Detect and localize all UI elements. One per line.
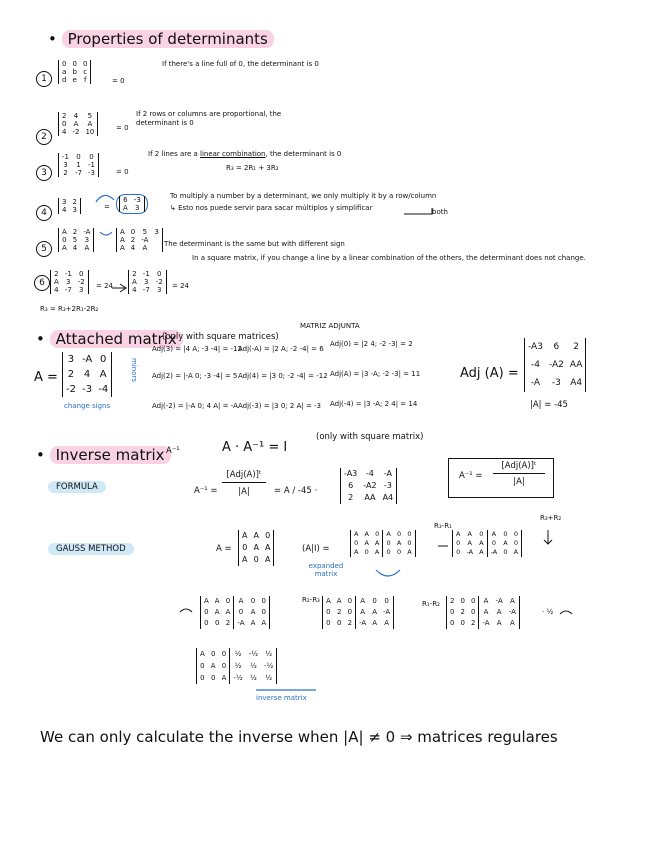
matrix-cell: 0 <box>384 597 389 605</box>
section-bullet: • Properties of determinants <box>48 30 274 48</box>
formula-den: |A| <box>238 487 250 497</box>
matrix-cell: A <box>479 596 493 607</box>
matrix-cell: A <box>99 369 107 380</box>
matrix-cell: A <box>503 539 508 547</box>
matrix-cell: 2 <box>348 493 354 502</box>
matrix-cell: 0 <box>79 270 84 278</box>
matrix-cell: 2 <box>450 597 455 605</box>
matrix-cell: A <box>120 244 125 252</box>
matrix-cell: -A <box>81 354 93 365</box>
item-number: 4 <box>36 205 52 221</box>
matrix-cell: 0 <box>204 619 209 627</box>
matrix-cell: A <box>210 662 216 670</box>
note-2: If 2 rows or columns are proportional, the determinant is 0 <box>136 110 282 127</box>
matrix-cell: 0 <box>456 539 461 547</box>
matrix-cell: 0 <box>347 608 353 616</box>
matrix-cell: 0 <box>375 530 380 538</box>
matrix-cell: 0 <box>200 674 205 682</box>
matrix-cell: 0 <box>250 597 256 605</box>
matrix-cell: 0 <box>513 530 518 538</box>
matrix-cell: 2 <box>62 112 67 120</box>
swap-arrow-5 <box>100 232 112 235</box>
matrix-cell: 0 <box>62 60 67 68</box>
matrix-cell: -2 <box>66 384 76 395</box>
matrix-cell: A <box>374 548 380 556</box>
matrix-cell: -A2 <box>363 481 377 490</box>
matrix-cell: 0 <box>383 548 394 557</box>
step-5: · ½ <box>542 608 554 616</box>
matrix-cell: -A <box>383 608 391 616</box>
matrix-cell: -A <box>508 608 516 616</box>
matrix-cell: A <box>456 530 461 538</box>
cofactor-7: Adj(-2) = |-A 0; 4 A| = -A <box>152 402 238 410</box>
matrix-cell: 0 <box>221 650 227 658</box>
matrix-cell: A <box>84 244 90 252</box>
arrow-down-2 <box>544 530 552 544</box>
matrix-cell: -A <box>383 469 392 478</box>
cofactor-3: Adj(0) = |2 4; -2 -3| = 2 <box>330 340 413 348</box>
matrix-cell: A <box>87 120 93 128</box>
matrix-cell: A4 <box>382 493 394 502</box>
matrix-cell: 0 <box>383 539 394 548</box>
matrix-cell: A <box>384 619 390 627</box>
matrix-cell: -2 <box>72 128 80 136</box>
matrix-cell: A <box>407 548 412 556</box>
formula-num: [Adj(A)]ᵗ <box>222 470 266 483</box>
matrix-cell: 0 <box>221 662 227 670</box>
matrix-cell: ½ <box>249 674 257 682</box>
matrix-cell: 0 <box>326 619 331 627</box>
matrix-cell: 0 <box>72 60 77 68</box>
matrix-cell: A <box>123 204 128 212</box>
a-label: A = <box>34 370 58 385</box>
matrix-cell: A <box>132 278 137 286</box>
matrix-cell: 3 <box>144 278 149 286</box>
matrix-cell: -3 <box>383 481 392 490</box>
matrix-cell: A <box>383 530 394 539</box>
matrix-cell: A <box>374 539 380 547</box>
cofactor-9: Adj(-4) = |3 -A; 2 4| = 14 <box>330 400 418 408</box>
matrix-cell: A4 <box>570 378 583 388</box>
matrix-cell: 10 <box>85 128 95 136</box>
matrix-cell: 0 <box>242 543 248 552</box>
matrix-cell: 2 <box>54 270 59 278</box>
matrix-cell: -A <box>466 548 474 556</box>
matrix-cell: A <box>73 120 79 128</box>
matrix-cell: 0 <box>326 608 331 616</box>
formula-3: R₃ = 2R₁ + 3R₂ <box>226 164 279 172</box>
matrix-cell: A <box>336 597 342 605</box>
matrix-cell: -A <box>479 618 493 629</box>
matrix-cell: 0 <box>479 530 484 538</box>
matrix-cell: -A2 <box>548 360 564 370</box>
matrix-cell: A <box>214 608 220 616</box>
cofactor-8: Adj(-3) = |3 0; 2 A| = -3 <box>238 402 322 410</box>
matrix-cell: 2 <box>470 619 476 627</box>
matrix-cell: 6 <box>553 342 560 352</box>
matrix-cell: A <box>250 619 256 627</box>
matrix-cell: f <box>83 76 87 84</box>
matrix-cell: 0 <box>503 530 508 538</box>
matrix-cell: A <box>479 548 484 556</box>
matrix-cell: -A <box>487 548 500 557</box>
matrix-cell: -3 <box>133 196 141 204</box>
matrix-cell: 0 <box>460 619 465 627</box>
matrix-cell: A <box>467 530 472 538</box>
note-6: In a square matrix, if you change a line by a linear combination of the others, the determinant does not change. <box>192 254 586 262</box>
matrix-cell: 0 <box>225 597 231 605</box>
matrix-cell: A <box>364 530 369 538</box>
matrix-cell: -7 <box>142 286 150 294</box>
matrix-cell: 0 <box>372 597 377 605</box>
note-4a: To multiply a number by a determinant, we only multiply it by a row/column <box>170 192 437 200</box>
matrix-cell: -3 <box>82 384 93 395</box>
matrix-cell: 0 <box>234 607 248 618</box>
boxed-den: |A| <box>513 477 525 487</box>
matrix-cell: 3 <box>157 286 162 294</box>
result-3: = 0 <box>116 168 129 176</box>
matrix-cell: 2 <box>460 608 465 616</box>
attached-heading: • Attached matrix <box>36 330 183 348</box>
formula-eq: = A / -45 · <box>274 486 318 496</box>
matrix-cell: A <box>479 607 493 618</box>
step-3: R₂-R₃ <box>302 596 320 604</box>
matrix-cell: -2 <box>77 278 85 286</box>
matrix-cell: -7 <box>74 169 82 177</box>
matrix-cell: 0 <box>456 548 461 556</box>
matrix-cell: 4 <box>62 128 67 136</box>
note-4b: ↳ Esto nos puede servir para sacar múltiplos y simplificar <box>170 204 373 212</box>
result-2: = 0 <box>116 124 129 132</box>
matrix-cell: 0 <box>261 597 266 605</box>
matrix-cell: 6 <box>123 196 128 204</box>
matrix-cell: A <box>214 597 220 605</box>
matrix-cell: A <box>261 619 267 627</box>
matrix-cell: 0 <box>513 539 518 547</box>
matrix-cell: -½ <box>230 672 246 684</box>
matrix-cell: A <box>54 278 59 286</box>
matrix-cell: AA <box>569 360 583 370</box>
matrix-cell: -½ <box>264 662 274 670</box>
arrow-label-4: both <box>432 208 448 216</box>
matrix-cell: 0 <box>100 354 107 365</box>
matrix-cell: A <box>264 555 271 564</box>
matrix-cell: 0 <box>450 608 455 616</box>
matrix-cell: -A <box>495 597 503 605</box>
matrix-cell: A <box>509 597 515 605</box>
boxed-lhs: A⁻¹ = <box>459 471 483 481</box>
matrix-cell: 2 <box>347 619 353 627</box>
matrix-cell: 0 <box>396 530 402 538</box>
note-5: The determinant is the same but with different sign <box>164 240 345 248</box>
matrix-cell: 0 <box>354 539 359 547</box>
matrix-cell: 0 <box>210 674 216 682</box>
matrix-cell: A <box>487 530 500 539</box>
matrix-cell: 0 <box>62 120 67 128</box>
matrix-cell: -3 <box>87 169 95 177</box>
matrix-cell: A <box>62 244 67 252</box>
matrix-cell: -4 <box>365 469 374 478</box>
minors-label: minors <box>130 358 138 383</box>
matrix-cell: 6 <box>348 481 354 490</box>
matrix-cell: 2 <box>72 198 77 206</box>
matrix-cell: 0 <box>130 228 136 236</box>
matrix-cell: A <box>234 596 248 607</box>
matrix-cell: A <box>356 607 370 618</box>
matrix-cell: 4 <box>130 244 136 252</box>
attached-subtitle: (only with square matrices) <box>162 332 279 342</box>
matrix-cell: 0 <box>503 548 508 556</box>
adj-label: Adj (A) = <box>460 366 519 381</box>
matrix-cell: 0 <box>157 270 162 278</box>
matrix-cell: A <box>250 608 256 616</box>
result-6: = 24 <box>172 282 189 290</box>
note-1: If there's a line full of 0, the determinant is 0 <box>162 60 319 68</box>
matrix-cell: ½ <box>249 662 257 670</box>
identity-eq: A · A⁻¹ = I <box>222 440 288 455</box>
matrix-cell: A <box>479 539 484 547</box>
gauss-a-label: A = <box>216 544 232 554</box>
matrix-cell: -7 <box>64 286 72 294</box>
matrix-cell: A <box>142 244 148 252</box>
matrix-cell: A <box>200 650 205 658</box>
mid-6: = 24 <box>96 282 113 290</box>
attached-label: MATRIZ ADJUNTA <box>300 322 360 330</box>
matrix-cell: A <box>496 608 502 616</box>
matrix-cell: 1 <box>76 161 81 169</box>
conclusion: We can only calculate the inverse when |A| ≠ 0 ⇒ matrices regulares <box>40 728 558 746</box>
matrix-cell: A <box>326 597 331 605</box>
matrix-cell: 4 <box>73 112 79 120</box>
matrix-cell: ½ <box>230 648 246 660</box>
inverse-note: inverse matrix <box>256 694 307 702</box>
matrix-cell: 0 <box>460 597 465 605</box>
matrix-cell: 2 <box>132 270 137 278</box>
step-1: R₃-R₁ <box>434 522 452 530</box>
gauss-label-text: GAUSS METHOD <box>48 543 134 555</box>
matrix-cell: -1 <box>87 161 95 169</box>
matrix-cell: 3 <box>79 286 84 294</box>
matrix-cell: A <box>120 236 125 244</box>
matrix-cell: A <box>364 539 369 547</box>
matrix-cell: 4 <box>72 244 78 252</box>
matrix-cell: 2 <box>225 619 231 627</box>
matrix-cell: -4 <box>98 384 109 395</box>
matrix-cell: 0 <box>470 608 476 616</box>
matrix-cell: 0 <box>407 539 412 547</box>
matrix-cell: ½ <box>230 660 246 672</box>
matrix-cell: 3 <box>154 228 159 236</box>
matrix-cell: 2 <box>63 169 68 177</box>
matrix-cell: 5 <box>87 112 93 120</box>
matrix-cell: A <box>242 531 248 540</box>
attached-title: Attached matrix <box>50 330 183 348</box>
expanded-label: (A|I) = <box>302 544 330 554</box>
matrix-cell: 5 <box>72 236 78 244</box>
matrix-cell: A <box>221 674 227 682</box>
matrix-cell: A <box>225 608 231 616</box>
matrix-cell: ½ <box>265 650 273 658</box>
matrix-cell: A <box>496 619 502 627</box>
matrix-cell: 0 <box>487 539 500 548</box>
matrix-cell: 0 <box>470 597 476 605</box>
inverse-symbol: A⁻¹ <box>166 446 180 456</box>
matrix-cell: 0 <box>265 531 271 540</box>
matrix-cell: -1 <box>62 153 69 161</box>
matrix-cell: A <box>467 539 472 547</box>
matrix-cell: 5 <box>142 228 148 236</box>
formula-6: R₃ = R₃+2R₁-2R₂ <box>40 305 99 313</box>
item-number: 1 <box>36 71 52 87</box>
matrix-cell: 4 <box>132 286 137 294</box>
note-3-suffix: , the determinant is 0 <box>265 150 342 158</box>
matrix-cell: 0 <box>76 153 81 161</box>
formula-lhs: A⁻¹ = <box>194 486 218 496</box>
matrix-cell: 3 <box>84 236 90 244</box>
matrix-cell: 2 <box>573 342 580 352</box>
matrix-cell: e <box>72 76 77 84</box>
matrix-cell: -A <box>141 236 149 244</box>
matrix-cell: c <box>83 68 88 76</box>
matrix-cell: 3 <box>135 204 140 212</box>
matrix-cell: -A <box>530 378 541 388</box>
matrix-cell: A <box>204 597 209 605</box>
matrix-cell: d <box>62 76 67 84</box>
matrix-cell: -4 <box>530 360 540 370</box>
matrix-cell: A <box>242 555 248 564</box>
matrix-cell: 0 <box>261 608 266 616</box>
note-3-prefix: If 2 lines are a <box>148 150 200 158</box>
matrix-cell: -A3 <box>344 469 358 478</box>
matrix-cell: A <box>372 608 378 616</box>
matrix-cell: 0 <box>62 236 67 244</box>
matrix-cell: -½ <box>248 650 259 658</box>
matrix-cell: -1 <box>64 270 72 278</box>
matrix-cell: 0 <box>347 597 353 605</box>
arrow-6 <box>112 284 126 292</box>
matrix-cell: A <box>354 548 359 556</box>
matrix-cell: A <box>513 548 519 556</box>
matrix-cell: 3 <box>72 206 77 214</box>
matrix-cell: A <box>253 543 259 552</box>
tilde-start <box>180 609 192 612</box>
matrix-cell: A <box>253 531 259 540</box>
matrix-cell: 0 <box>210 650 216 658</box>
matrix-cell: -A <box>83 228 91 236</box>
cofactor-5: Adj(4) = |3 0; -2 -4| = -12 <box>238 372 328 380</box>
result-1: = 0 <box>112 77 125 85</box>
matrix-cell: 0 <box>253 555 259 564</box>
matrix-cell: -1 <box>142 270 150 278</box>
cofactor-1: Adj(3) = |4 A; -3 -4| = -12 <box>152 345 242 353</box>
item-number: 3 <box>36 165 52 181</box>
boxed-num: [Adj(A)]ᵗ <box>493 461 545 474</box>
matrix-cell: 0 <box>82 60 88 68</box>
inverse-heading: • Inverse matrix <box>36 446 171 464</box>
matrix-cell: A <box>372 619 378 627</box>
item-number: 2 <box>36 129 52 145</box>
matrix-cell: 4 <box>83 369 91 380</box>
change-signs-label: change signs <box>64 402 111 410</box>
matrix-cell: -A3 <box>528 342 543 352</box>
matrix-cell: 2 <box>67 369 75 380</box>
matrix-cell: 3 <box>66 278 71 286</box>
matrix-cell: 0 <box>200 662 205 670</box>
cofactor-4: Adj(2) = |-A 0; -3 -4| = 5 <box>152 372 238 380</box>
equals-4: = <box>104 203 110 211</box>
matrix-cell: A <box>396 539 402 547</box>
matrix-cell: 4 <box>62 206 67 214</box>
tilde-end <box>560 611 572 614</box>
matrix-cell: 0 <box>396 548 402 556</box>
matrix-cell: -A <box>234 618 248 629</box>
matrix-cell: b <box>72 68 77 76</box>
matrix-cell: -3 <box>551 378 561 388</box>
matrix-cell: 0 <box>336 619 342 627</box>
cofactor-2: Adj(-A) = |2 A; -2 -4| = 6 <box>238 345 324 353</box>
matrix-cell: -2 <box>155 278 163 286</box>
inverse-condition: (only with square matrix) <box>316 432 424 442</box>
matrix-cell: a <box>62 68 67 76</box>
matrix-cell: 3 <box>67 354 75 365</box>
matrix-cell: A <box>356 596 370 607</box>
matrix-cell: 0 <box>364 548 369 556</box>
matrix-cell: 0 <box>89 153 94 161</box>
matrix-cell: 0 <box>407 530 412 538</box>
expanded-note: expanded matrix <box>308 562 344 578</box>
matrix-cell: A <box>509 619 515 627</box>
matrix-cell: 0 <box>450 619 455 627</box>
det-value: |A| = -45 <box>530 400 568 410</box>
item-number: 6 <box>34 275 50 291</box>
matrix-cell: 0 <box>204 608 209 616</box>
formula-label-text: FORMULA <box>48 481 106 493</box>
matrix-cell: 0 <box>214 619 220 627</box>
item-number: 5 <box>36 241 52 257</box>
matrix-cell: 2 <box>130 236 136 244</box>
note-3-link: linear combination <box>200 150 266 158</box>
matrix-cell: A <box>264 543 271 552</box>
matrix-cell: 2 <box>336 608 342 616</box>
matrix-cell: A <box>62 228 67 236</box>
matrix-cell: ½ <box>265 674 273 682</box>
matrix-cell: A <box>120 228 125 236</box>
matrix-cell: AA <box>364 493 376 502</box>
step-2: R₃+R₂ <box>540 514 562 522</box>
brace-expanded <box>376 570 400 576</box>
matrix-cell: 4 <box>54 286 59 294</box>
step-4: R₁-R₂ <box>422 600 440 608</box>
matrix-cell: 2 <box>72 228 78 236</box>
cofactor-6: Adj(A) = |3 -A; -2 -3| = 11 <box>330 370 421 378</box>
properties-title: Properties of determinants <box>62 30 274 48</box>
matrix-cell: -A <box>356 618 370 629</box>
matrix-cell: A <box>354 530 359 538</box>
matrix-cell: 3 <box>62 198 67 206</box>
arrow-both-4 <box>404 208 432 214</box>
matrix-cell: 3 <box>63 161 68 169</box>
arrow-4 <box>96 195 114 202</box>
inverse-title: Inverse matrix <box>50 446 171 464</box>
